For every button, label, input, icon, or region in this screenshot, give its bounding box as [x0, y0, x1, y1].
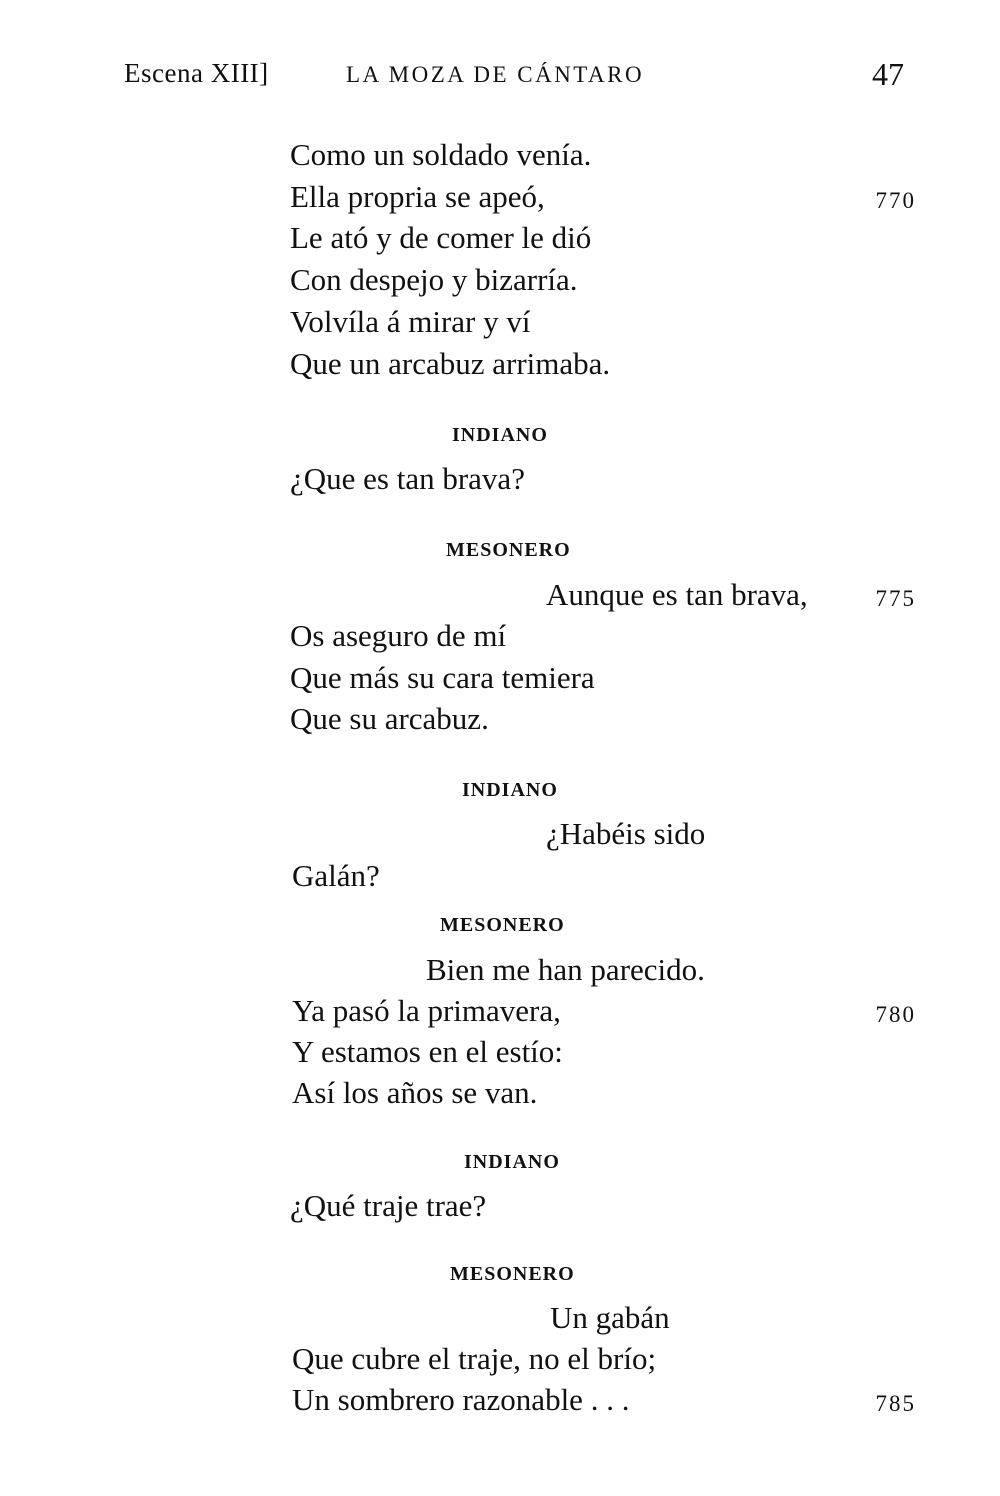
running-header	[0, 58, 1000, 98]
speaker-name: MESONERO	[440, 914, 565, 936]
verse-line: Bien me han parecido.	[426, 952, 705, 987]
verse-line: ¿Que es tan brava?	[290, 461, 525, 496]
line-number: 785	[875, 1391, 916, 1416]
verse-line: Que más su cara temiera	[290, 660, 595, 695]
verse-line: Le ató y de comer le dió	[290, 220, 592, 255]
verse-line: ¿Qué traje trae?	[290, 1188, 487, 1223]
verse-line: Que cubre el traje, no el brío;	[292, 1341, 657, 1376]
verse-line: Un gabán	[550, 1300, 670, 1335]
speaker-name: INDIANO	[462, 779, 558, 801]
page-number: 47	[872, 56, 904, 92]
verse-line: ¿Habéis sido	[546, 816, 706, 851]
verse-line: Que su arcabuz.	[290, 701, 489, 736]
verse-line: Ya pasó la primavera,	[292, 993, 561, 1028]
verse-line: Os aseguro de mí	[290, 618, 507, 653]
speaker-name: MESONERO	[446, 539, 571, 561]
verse-line: Como un soldado venía.	[290, 137, 592, 172]
speaker-name: MESONERO	[450, 1263, 575, 1285]
play-title: LA MOZA DE CÁNTARO	[346, 62, 645, 87]
verse-line: Que un arcabuz arrimaba.	[290, 346, 611, 381]
verse-line: Con despejo y bizarría.	[290, 262, 578, 297]
verse-line: Ella propria se apeó,	[290, 179, 545, 214]
verse-line: Un sombrero razonable . . .	[292, 1382, 630, 1417]
speaker-name: INDIANO	[464, 1151, 560, 1173]
verse-line: Y estamos en el estío:	[292, 1034, 563, 1069]
speaker-name: INDIANO	[452, 424, 548, 446]
line-number: 775	[875, 586, 916, 611]
verse-line: Volvíla á mirar y ví	[290, 304, 531, 339]
verse-line: Así los años se van.	[292, 1075, 538, 1110]
scene-label: Escena XIII]	[124, 58, 269, 88]
line-number: 780	[875, 1002, 916, 1027]
verse-line: Galán?	[292, 858, 380, 893]
verse-line: Aunque es tan brava,	[546, 577, 808, 612]
line-number: 770	[875, 188, 916, 213]
